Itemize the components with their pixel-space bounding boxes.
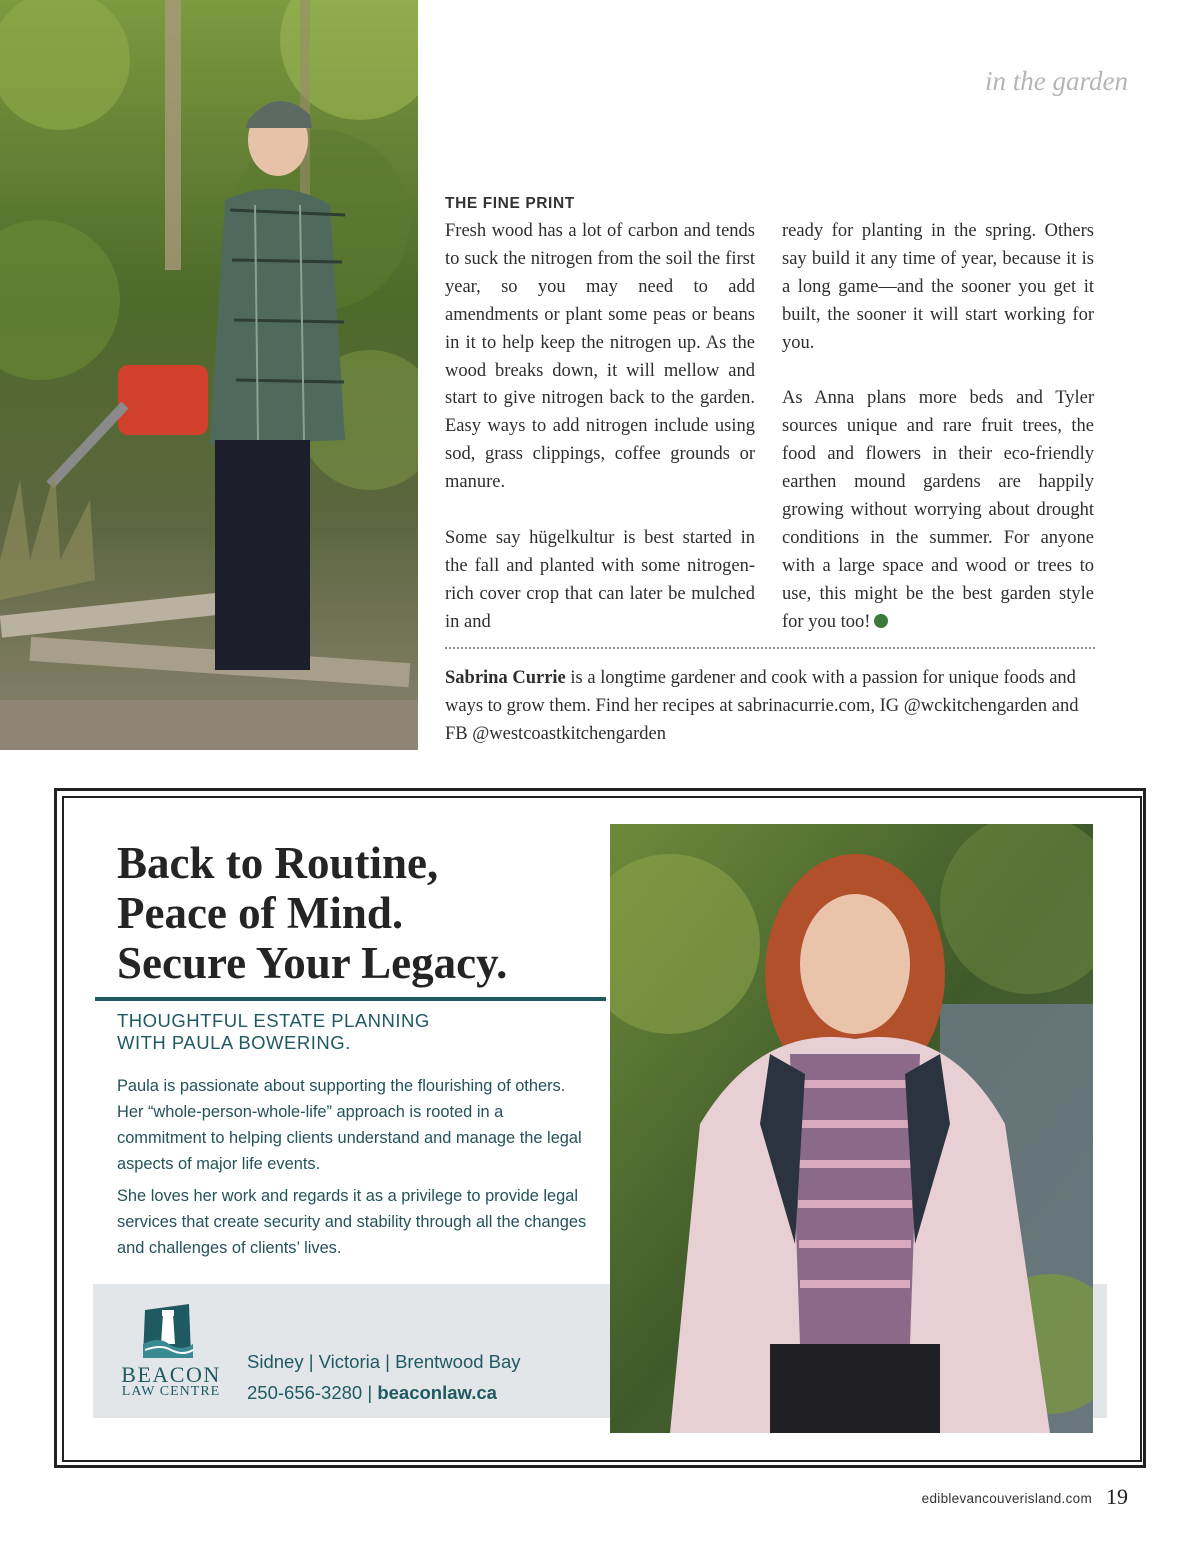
- article-paragraph-final: [782, 385, 1094, 636]
- ad-body-paragraph: Paula is passionate about supporting the flourishing of others. Her “whole-person-whole-life” approach is rooted in a commitment to helping clients understand and manage the legal aspects of major life events.: [117, 1077, 582, 1173]
- logo-wordmark: BEACON: [121, 1362, 221, 1387]
- ad-separator: |: [362, 1382, 378, 1403]
- article-paragraph: Fresh wood has a lot of carbon and tends to suck the nitrogen from the soil the first year, so you may need to add amendments or plant some peas or beans in it to help keep the nitrogen up. As the wood breaks down, it will mellow and start to give nitrogen back to the garden. Easy ways to add nitrogen include using sod, grass clippings, coffee grounds or manure.: [445, 221, 755, 493]
- ad-subhead-line: THOUGHTFUL ESTATE PLANNING: [117, 1010, 430, 1031]
- photo-woman-with-chainsaw: [0, 0, 418, 750]
- article-paragraph-text: As Anna plans more beds and Tyler sources unique and rare fruit trees, the food and flowers in their eco-friendly earthen mound gardens are happily growing without worrying about drought conditions in the summer. For anyone with a large space and wood or trees to use, this might be the best garden style for you too!: [782, 388, 1094, 632]
- article-heading: THE FINE PRINT: [445, 195, 575, 212]
- ad-photo-portrait: [610, 824, 1093, 1433]
- lighthouse-logo-icon: [139, 1300, 197, 1360]
- ad-divider: [95, 997, 606, 1001]
- ad-subhead: [117, 1010, 597, 1054]
- ad-headline-line: Back to Routine,: [117, 838, 439, 888]
- logo-subwordmark: LAW CENTRE: [121, 1384, 221, 1399]
- ad-headline: [117, 838, 607, 988]
- article-paragraph: Some say hügelkultur is best started in the fall and planted with some nitrogen-rich cover crop that can later be mulched in and: [445, 527, 755, 632]
- ad-body: [117, 1073, 587, 1267]
- folio-website: ediblevancouverisland.com: [921, 1491, 1092, 1506]
- page-number: 19: [1106, 1484, 1128, 1509]
- ad-body-paragraph: She loves her work and regards it as a privilege to provide legal services that create security and stability through all the changes and challenges of clients’ lives.: [117, 1187, 587, 1257]
- article-column-right: [782, 218, 1094, 664]
- end-of-article-icon: [874, 614, 888, 628]
- ad-subhead-line: WITH PAULA BOWERING.: [117, 1032, 351, 1053]
- ad-headline-line: Secure Your Legacy.: [117, 938, 508, 988]
- article-paragraph: ready for planting in the spring. Others say build it any time of year, because it is a long game—and the sooner you get it built, the sooner it will start working for you.: [782, 221, 1094, 353]
- author-name: Sabrina Currie: [445, 668, 566, 688]
- portrait-illustration: [610, 824, 1093, 1433]
- ad-website-link[interactable]: beaconlaw.ca: [377, 1382, 497, 1403]
- forest-photo-illustration: [0, 0, 418, 750]
- section-label: in the garden: [985, 66, 1128, 96]
- author-bio-text: is a longtime gardener and cook with a passion for unique foods and ways to grow them. Find her recipes at sabrinacurrie.com, IG @wckitchengarden and FB @westcoastkitchengarden: [445, 668, 1079, 744]
- ad-contact: [247, 1381, 497, 1405]
- dotted-divider: [445, 647, 1095, 649]
- ad-locations: Sidney | Victoria | Brentwood Bay: [247, 1351, 521, 1372]
- article-column-left: [445, 194, 755, 664]
- author-bio: [445, 664, 1097, 748]
- ad-phone: 250-656-3280: [247, 1382, 363, 1403]
- ad-headline-line: Peace of Mind.: [117, 888, 404, 938]
